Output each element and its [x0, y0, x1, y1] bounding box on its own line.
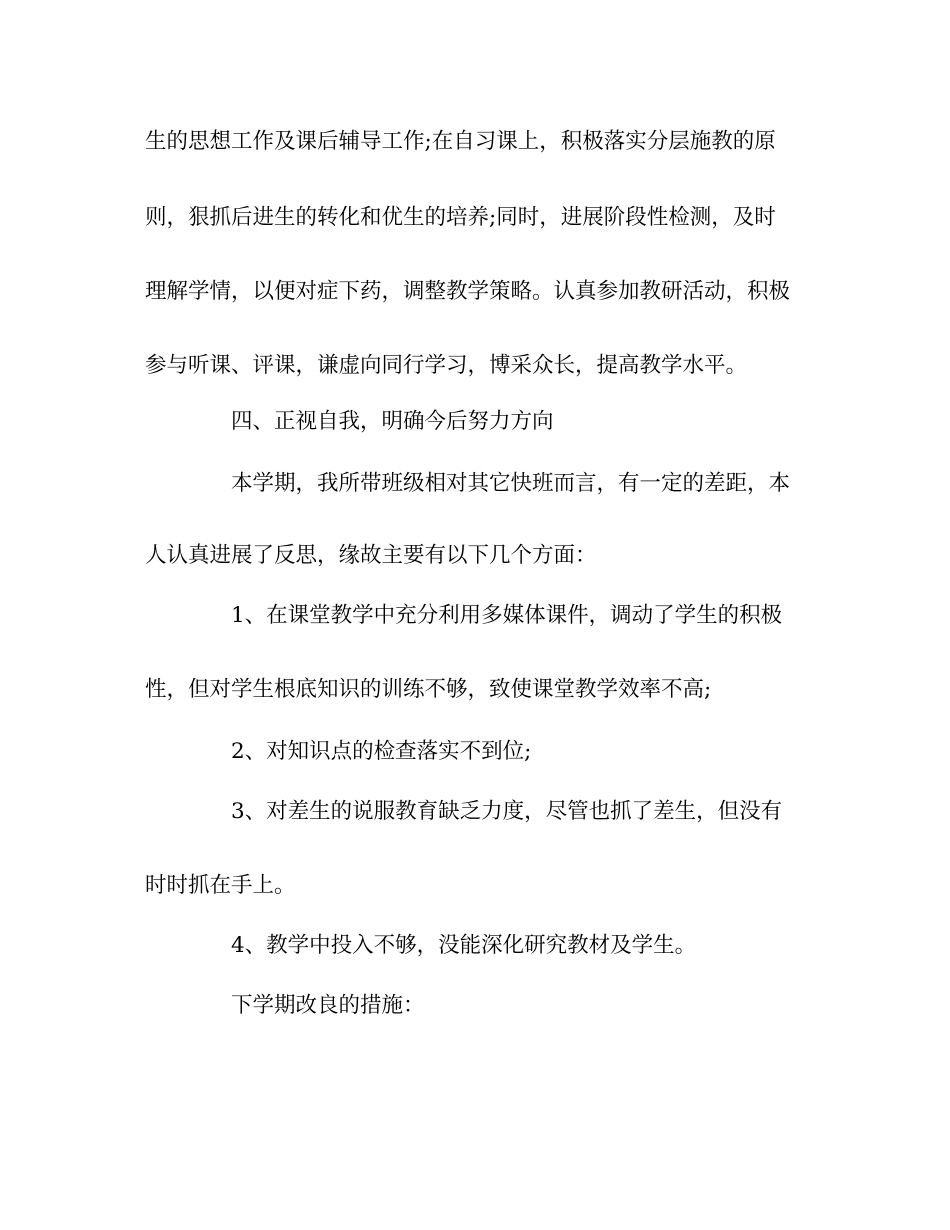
section-heading: 四、正视自我，明确今后努力方向	[231, 409, 554, 434]
list-item-continuation: 时时抓在手上。	[145, 873, 296, 898]
list-item: 3、对差生的说服教育缺乏力度，尽管也抓了差生，但没有	[231, 799, 783, 824]
paragraph-line: 下学期改良的措施：	[231, 993, 425, 1018]
paragraph-line: 生的思想工作及课后辅导工作;在自习课上，积极落实分层施教的原	[145, 129, 776, 154]
paragraph-line: 则，狠抓后进生的转化和优生的培养;同时，进展阶段性检测，及时	[145, 205, 776, 230]
paragraph-line: 参与听课、评课，谦虚向同行学习，博采众长，提高教学水平。	[145, 353, 748, 378]
list-item: 2、对知识点的检查落实不到位;	[231, 739, 532, 764]
list-item: 4、教学中投入不够，没能深化研究教材及学生。	[231, 933, 697, 958]
paragraph-line: 本学期，我所带班级相对其它快班而言，有一定的差距，本	[231, 471, 791, 496]
paragraph-line: 人认真进展了反思，缘故主要有以下几个方面：	[145, 543, 597, 568]
paragraph-line: 理解学情，以便对症下药，调整教学策略。认真参加教研活动，积极	[145, 279, 791, 304]
list-item: 1、在课堂教学中充分利用多媒体课件，调动了学生的积极	[231, 603, 783, 628]
list-item-continuation: 性，但对学生根底知识的训练不够，致使课堂教学效率不高;	[145, 677, 712, 702]
